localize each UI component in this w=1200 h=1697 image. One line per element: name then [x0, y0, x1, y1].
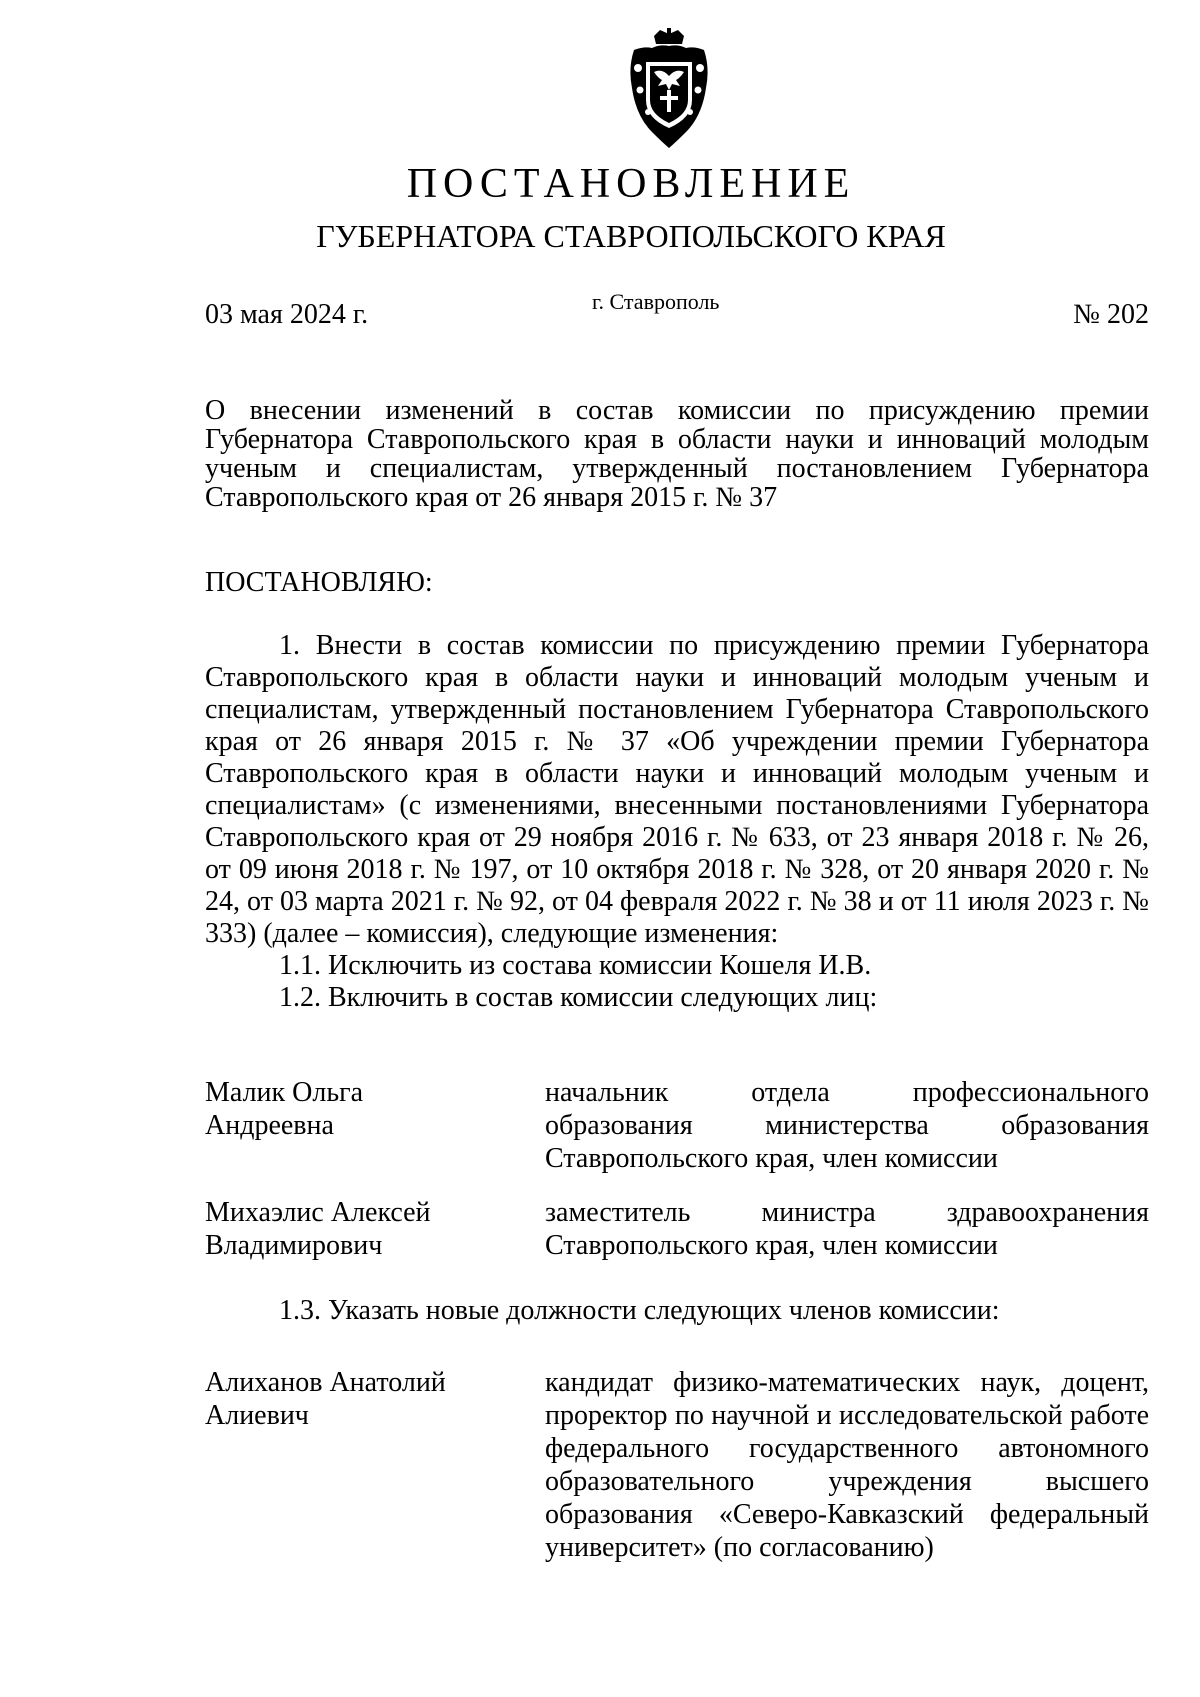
document-title: ПОСТАНОВЛЕНИЕ [406, 161, 856, 207]
member-name-line: Малик Ольга [205, 1077, 364, 1108]
member-position: заместитель министра здравоохранения Ставропольского края, член комиссии [545, 1197, 1149, 1261]
document-date: 03 мая 2024 г. [205, 299, 369, 330]
member-entry [205, 1366, 1149, 1564]
document-place: г. Ставрополь [592, 289, 720, 314]
document-body [205, 630, 1149, 1014]
member-name-line: Владимирович [205, 1230, 383, 1261]
document-subtitle: ГУБЕРНАТОРА СТАВРОПОЛЬСКОГО КРАЯ [316, 218, 946, 254]
stavropol-coat-of-arms-icon [624, 28, 714, 150]
document-number: № 202 [1073, 299, 1149, 330]
member-position: начальник отдела профессионального образования министерства образования Ставропольского края, член комиссии [545, 1077, 1149, 1174]
member-name-line: Михаэлис Алексей [205, 1197, 431, 1228]
member-name-line: Андреевна [205, 1110, 334, 1141]
member-name [205, 1366, 545, 1564]
member-name-line: Алиевич [205, 1400, 309, 1431]
resolve-heading: ПОСТАНОВЛЯЮ: [205, 567, 433, 598]
paragraph-1-2: 1.2. Включить в состав комиссии следующих лиц: [279, 982, 878, 1013]
member-position: кандидат физико-математических наук, доцент, проректор по научной и исследовательской работе федерального государственного автономного образовательного учреждения высшего образования «Северо-Кавказский федеральный университет» (по согласованию) [545, 1367, 1149, 1563]
member-entry [205, 1196, 1149, 1262]
document-subject: О внесении изменений в состав комиссии по присуждению премии Губернатора Ставропольского края в области науки и инноваций молодым ученым и специалистам, утвержденный постановлением Губернатора Ставропольского края от 26 января 2015 г. № 37 [205, 395, 1149, 513]
paragraph-1: 1. Внести в состав комиссии по присуждению премии Губернатора Ставропольского края в области науки и инноваций молодым ученым и специалистам, утвержденный постановлением Губернатора Ставропольского края от 26 января 2015 г. № 37 «Об учреждении премии Губернатора Ставропольского края в области науки и инноваций молодым ученым и специалистам» (с изменениями, внесенными постановлениями Губернатора Ставропольского края от 29 ноября 2016 г. № 633, от 23 января 2018 г. № 26, от 09 июня 2018 г. № 197, от 10 октября 2018 г. № 328, от 20 января 2020 г. № 24, от 03 марта 2021 г. № 92, от 04 февраля 2022 г. № 38 и от 11 июля 2023 г. № 333) (далее – комиссия), следующие изменения: [205, 630, 1149, 949]
member-name [205, 1196, 545, 1262]
member-name-line: Алиханов Анатолий [205, 1367, 446, 1398]
member-entry [205, 1076, 1149, 1175]
member-name [205, 1076, 545, 1175]
paragraph-1-3: 1.3. Указать новые должности следующих членов комиссии: [279, 1295, 1000, 1326]
paragraph-1-1: 1.1. Исключить из состава комиссии Кошеля И.В. [279, 950, 872, 981]
